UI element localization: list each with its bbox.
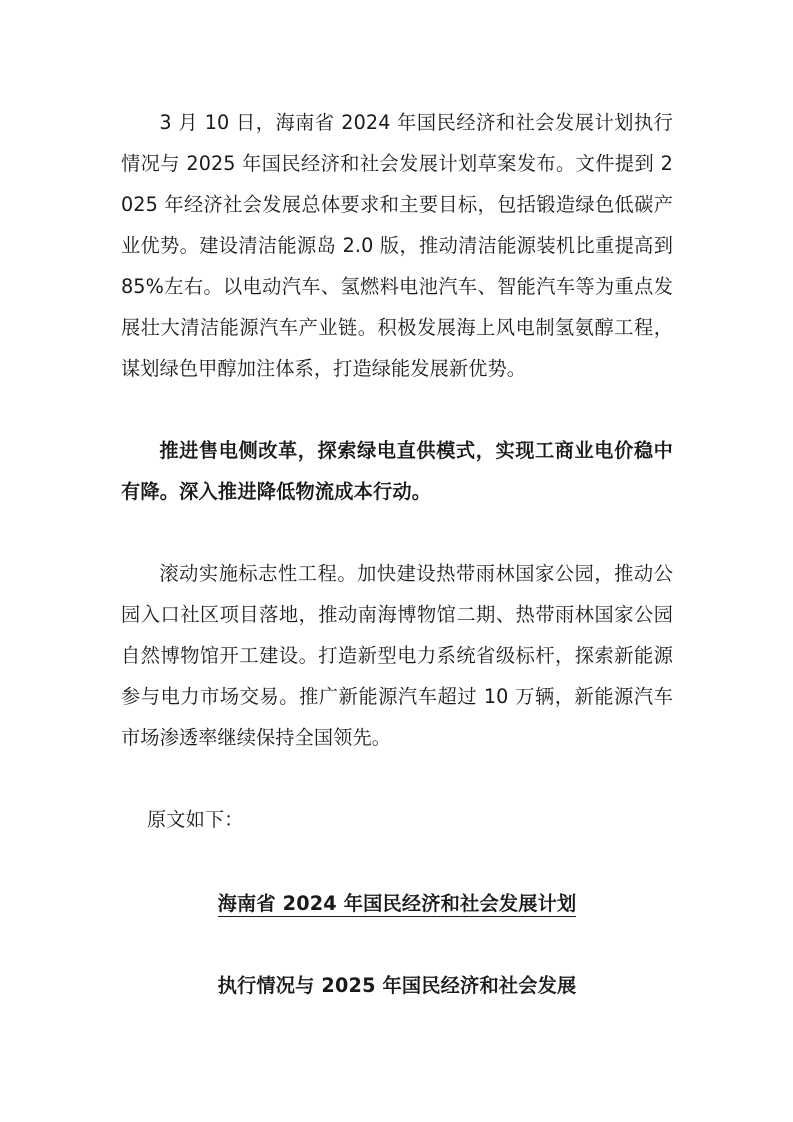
heading-spacer — [121, 924, 673, 965]
document-title-line-2-text: 执行情况与 2025 年国民经济和社会发展 — [217, 974, 577, 997]
document-title-line-1 — [121, 883, 673, 924]
paragraph-spacer — [121, 512, 673, 553]
paragraph-overview: 3 月 10 日，海南省 2024 年国民经济和社会发展计划执行情况与 2025 年国民经济和社会发展计划草案发布。文件提到 2025 年经济社会发展总体要求和主要目标，包括锻造绿色低碳产业优势。建设清洁能源岛 2.0 版，推动清洁能源装机比重提高到 85%左右。以电动汽车、氢燃料电池汽车、智能汽车等为重点发展壮大清洁能源汽车产业链。积极发展海上风电制氢氨醇工程，谋划绿色甲醇加注体系，打造绿能发展新优势。 — [121, 111, 673, 380]
document-title-line-1-text: 海南省 2024 年国民经济和社会发展计划 — [217, 892, 577, 915]
paragraph-spacer — [121, 389, 673, 430]
paragraph-spacer — [121, 758, 673, 799]
source-text-intro: 原文如下： — [147, 808, 244, 831]
document-title-line-2 — [121, 965, 673, 1006]
heading-spacer — [121, 840, 673, 883]
paragraph-landmark-projects: 滚动实施标志性工程。加快建设热带雨林国家公园，推动公园入口社区项目落地，推动南海博物馆二期、热带雨林国家公园自然博物馆开工建设。打造新型电力系统省级标杆，探索新能源参与电力市场交易。推广新能源汽车超过 10 万辆，新能源汽车市场渗透率继续保持全国领先。 — [121, 562, 673, 749]
document-body — [121, 102, 673, 1006]
paragraph-power-reform-highlight: 推进售电侧改革，探索绿电直供模式，实现工商业电价稳中有降。深入推进降低物流成本行动。 — [121, 439, 673, 503]
